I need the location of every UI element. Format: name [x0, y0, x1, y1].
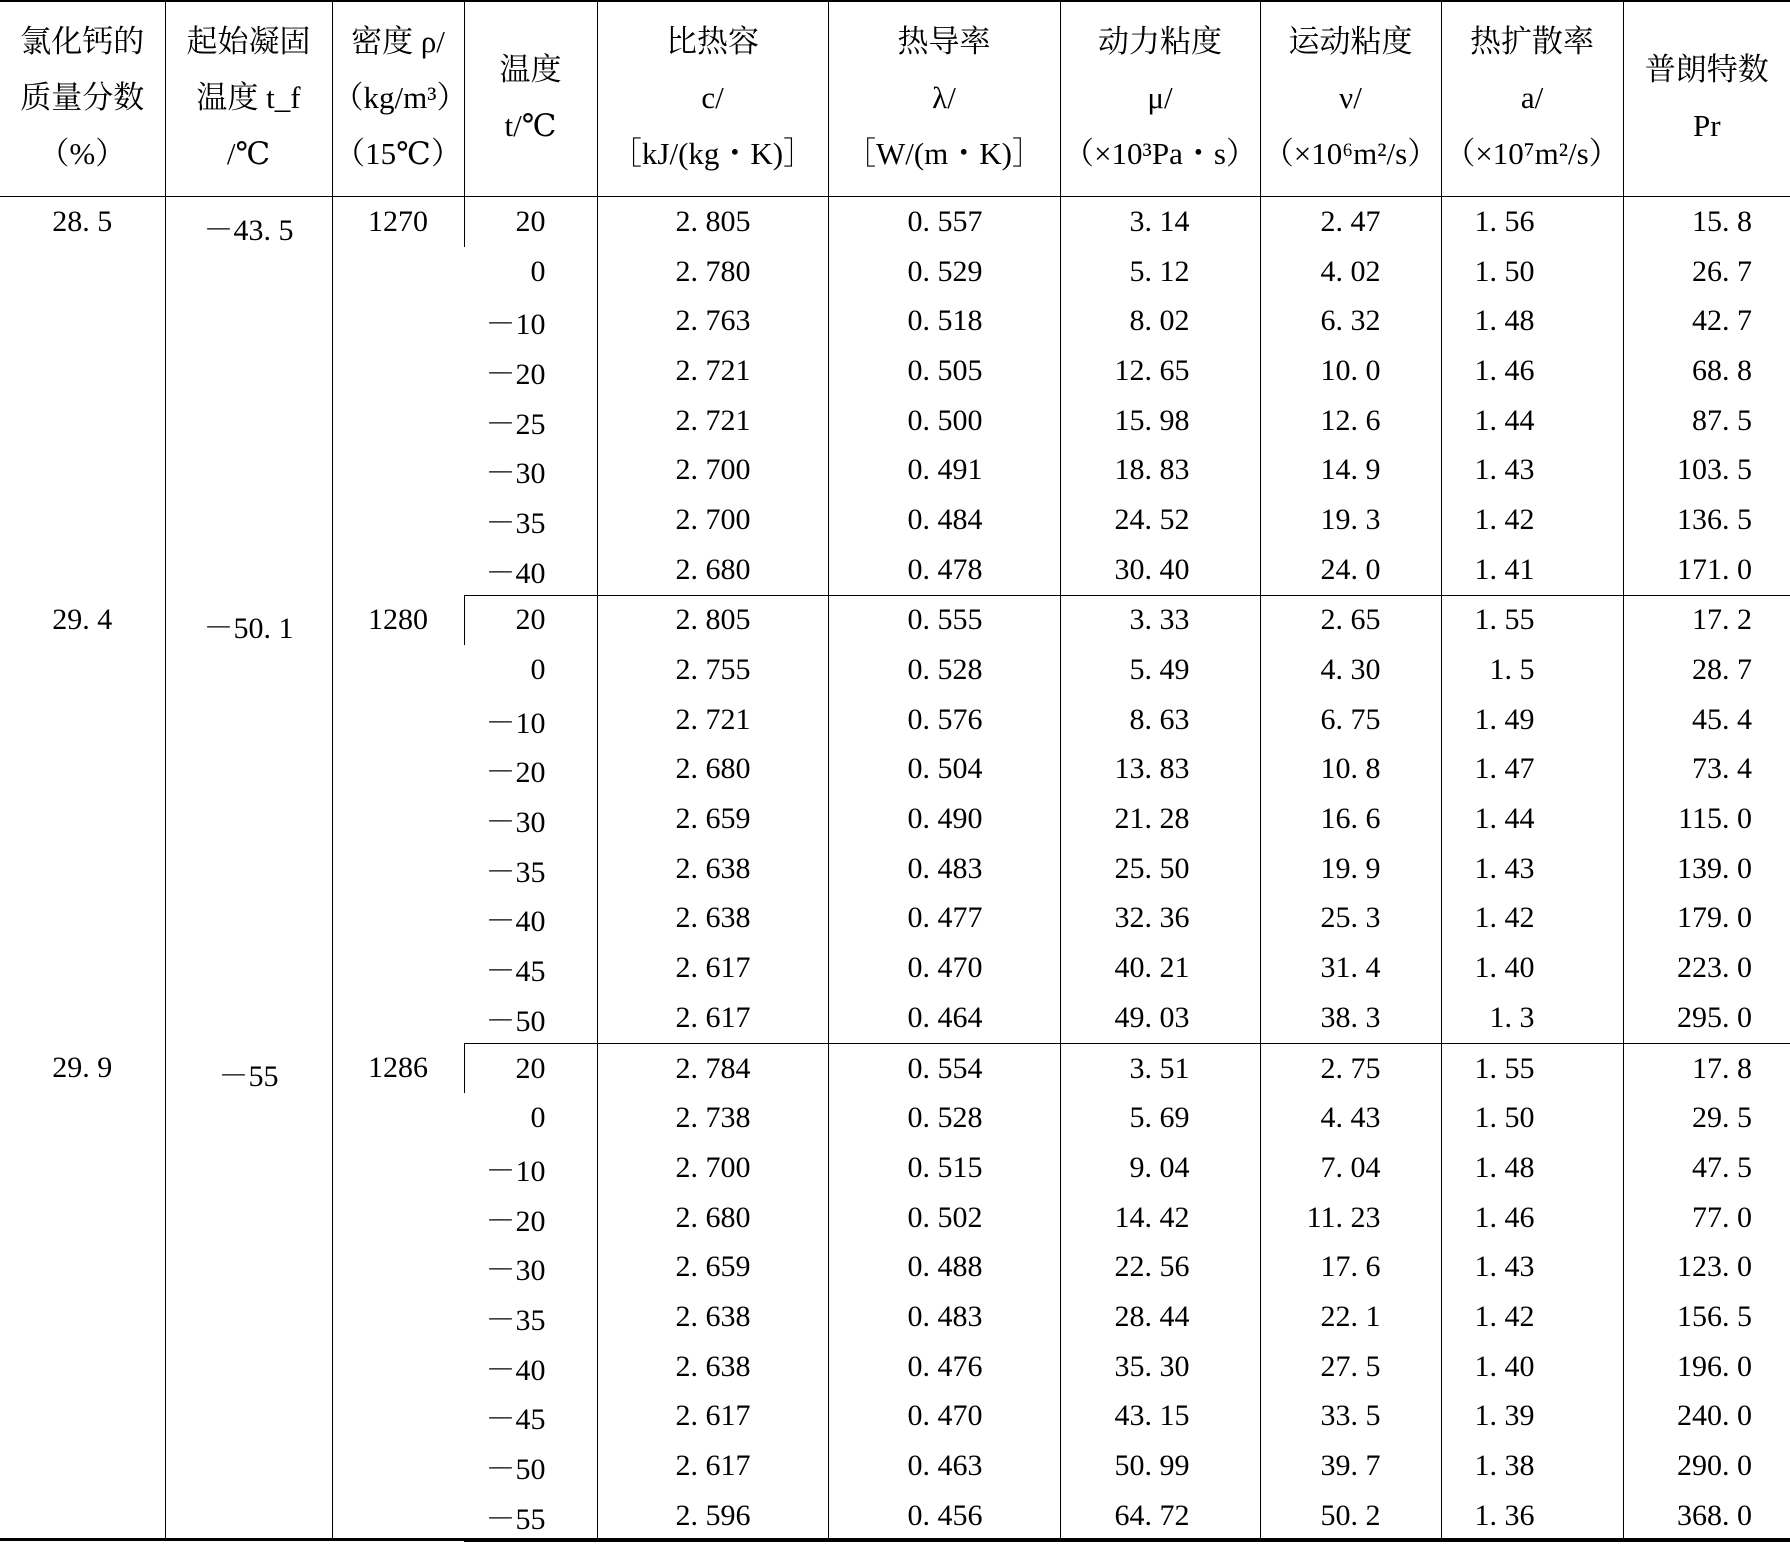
thermal-diffusivity-cell: 1. 5	[1441, 645, 1623, 695]
prandtl-number-cell: 26. 7	[1623, 247, 1790, 297]
thermal-conductivity-cell: 0. 476	[828, 1342, 1060, 1392]
temperature-cell: －20	[485, 1204, 546, 1238]
temperature-cell: 20	[464, 197, 597, 247]
thermal-conductivity-cell: 0. 500	[828, 396, 1060, 446]
thermal-conductivity-cell: 0. 504	[828, 745, 1060, 795]
freezing-temp-cell: －50. 1	[165, 595, 332, 1043]
dynamic-viscosity-cell: 15. 98	[1060, 396, 1260, 446]
specific-heat-cell: 2. 805	[597, 595, 828, 645]
header-specific-heat-line: ［kJ/(kg・K)］	[610, 136, 815, 171]
kinematic-viscosity-cell: 4. 02	[1260, 247, 1441, 297]
specific-heat-cell: 2. 638	[597, 894, 828, 944]
temperature-cell: －10	[485, 308, 546, 342]
dynamic-viscosity-cell: 8. 02	[1060, 296, 1260, 346]
temperature-cell: －20	[485, 357, 546, 391]
dynamic-viscosity-cell: 24. 52	[1060, 495, 1260, 545]
header-specific-heat-line: 比热容	[666, 24, 759, 59]
thermal-diffusivity-cell: 1. 41	[1441, 545, 1623, 595]
temperature-cell: －30	[485, 457, 546, 491]
dynamic-viscosity-cell: 14. 42	[1060, 1193, 1260, 1243]
thermal-diffusivity-cell: 1. 55	[1441, 595, 1623, 645]
thermal-conductivity-cell: 0. 488	[828, 1242, 1060, 1292]
table-body	[0, 197, 1790, 1542]
header-prandtl-number-line: Pr	[1692, 108, 1721, 143]
specific-heat-cell: 2. 721	[597, 346, 828, 396]
header-prandtl-number	[1623, 0, 1790, 197]
prandtl-number-cell: 139. 0	[1623, 844, 1790, 894]
header-temperature	[464, 0, 597, 197]
specific-heat-cell: 2. 780	[597, 247, 828, 297]
thermal-conductivity-cell: 0. 554	[828, 1043, 1060, 1093]
dynamic-viscosity-cell: 13. 83	[1060, 745, 1260, 795]
specific-heat-cell: 2. 680	[597, 545, 828, 595]
header-dynamic-viscosity-line: 动力粘度	[1098, 24, 1222, 59]
dynamic-viscosity-cell: 18. 83	[1060, 445, 1260, 495]
header-specific-heat	[597, 0, 828, 197]
kinematic-viscosity-cell: 12. 6	[1260, 396, 1441, 446]
prandtl-number-cell: 223. 0	[1623, 943, 1790, 993]
temperature-cell: －45	[485, 1403, 546, 1437]
kinematic-viscosity-cell: 11. 23	[1260, 1193, 1441, 1243]
kinematic-viscosity-cell: 4. 30	[1260, 645, 1441, 695]
kinematic-viscosity-cell: 25. 3	[1260, 894, 1441, 944]
temperature-cell: －40	[485, 1353, 546, 1387]
specific-heat-cell: 2. 738	[597, 1093, 828, 1143]
kinematic-viscosity-cell: 50. 2	[1260, 1491, 1441, 1541]
header-kinematic-viscosity-line: （×10⁶m²/s）	[1262, 136, 1439, 171]
thermal-diffusivity-cell: 1. 36	[1441, 1491, 1623, 1541]
header-freezing-temp-line: 温度 t_f	[196, 80, 301, 115]
prandtl-number-cell: 240. 0	[1623, 1392, 1790, 1442]
prandtl-number-cell: 171. 0	[1623, 545, 1790, 595]
thermal-conductivity-cell: 0. 557	[828, 197, 1060, 247]
prandtl-number-cell: 156. 5	[1623, 1292, 1790, 1342]
header-specific-heat-line: c/	[701, 80, 724, 115]
prandtl-number-cell: 295. 0	[1623, 993, 1790, 1043]
prandtl-number-cell: 17. 8	[1623, 1043, 1790, 1093]
specific-heat-cell: 2. 617	[597, 993, 828, 1043]
specific-heat-cell: 2. 763	[597, 296, 828, 346]
dynamic-viscosity-cell: 21. 28	[1060, 794, 1260, 844]
dynamic-viscosity-cell: 30. 40	[1060, 545, 1260, 595]
thermal-conductivity-cell: 0. 464	[828, 993, 1060, 1043]
header-freezing-temp-line: 起始凝固	[186, 24, 311, 59]
dynamic-viscosity-cell: 32. 36	[1060, 894, 1260, 944]
freezing-temp-cell: －55	[165, 1043, 332, 1541]
kinematic-viscosity-cell: 22. 1	[1260, 1292, 1441, 1342]
temperature-cell: －30	[485, 806, 546, 840]
header-thermal-diffusivity-line: a/	[1520, 80, 1544, 115]
temperature-cell: 0	[530, 653, 546, 687]
mass-fraction-cell: 29. 9	[52, 1051, 113, 1085]
dynamic-viscosity-cell: 5. 69	[1060, 1093, 1260, 1143]
header-mass-fraction-line: （%）	[38, 136, 127, 171]
thermal-diffusivity-cell: 1. 48	[1441, 296, 1623, 346]
dynamic-viscosity-cell: 22. 56	[1060, 1242, 1260, 1292]
prandtl-number-cell: 87. 5	[1623, 396, 1790, 446]
kinematic-viscosity-cell: 31. 4	[1260, 943, 1441, 993]
temperature-cell: 0	[530, 254, 546, 288]
dynamic-viscosity-cell: 5. 49	[1060, 645, 1260, 695]
temperature-cell: 20	[464, 595, 597, 645]
dynamic-viscosity-cell: 28. 44	[1060, 1292, 1260, 1342]
thermal-conductivity-cell: 0. 518	[828, 296, 1060, 346]
thermal-conductivity-cell: 0. 529	[828, 247, 1060, 297]
thermal-diffusivity-cell: 1. 46	[1441, 346, 1623, 396]
kinematic-viscosity-cell: 6. 75	[1260, 695, 1441, 745]
dynamic-viscosity-cell: 50. 99	[1060, 1441, 1260, 1491]
thermal-conductivity-cell: 0. 515	[828, 1143, 1060, 1193]
prandtl-number-cell: 73. 4	[1623, 745, 1790, 795]
thermal-conductivity-cell: 0. 505	[828, 346, 1060, 396]
header-dynamic-viscosity-line: μ/	[1147, 80, 1173, 115]
header-thermal-diffusivity-line: （×10⁷m²/s）	[1444, 136, 1620, 171]
thermal-diffusivity-cell: 1. 40	[1441, 1342, 1623, 1392]
specific-heat-cell: 2. 700	[597, 445, 828, 495]
temperature-cell: －45	[485, 955, 546, 989]
thermal-conductivity-cell: 0. 477	[828, 894, 1060, 944]
kinematic-viscosity-cell: 27. 5	[1260, 1342, 1441, 1392]
kinematic-viscosity-cell: 10. 8	[1260, 745, 1441, 795]
table-row	[0, 1043, 1790, 1093]
thermal-diffusivity-cell: 1. 47	[1441, 745, 1623, 795]
thermal-diffusivity-cell: 1. 39	[1441, 1392, 1623, 1442]
kinematic-viscosity-cell: 14. 9	[1260, 445, 1441, 495]
specific-heat-cell: 2. 700	[597, 1143, 828, 1193]
header-density-line: （kg/m³）	[332, 80, 468, 115]
prandtl-number-cell: 103. 5	[1623, 445, 1790, 495]
header-dynamic-viscosity-line: （×10³Pa・s）	[1063, 136, 1257, 171]
kinematic-viscosity-cell: 38. 3	[1260, 993, 1441, 1043]
dynamic-viscosity-cell: 35. 30	[1060, 1342, 1260, 1392]
thermal-conductivity-cell: 0. 528	[828, 645, 1060, 695]
header-temperature-line: t/℃	[504, 108, 557, 143]
header-thermal-conductivity-line: ［W/(m・K)］	[844, 136, 1044, 171]
thermal-diffusivity-cell: 1. 3	[1441, 993, 1623, 1043]
temperature-cell: －50	[464, 993, 597, 1043]
thermal-diffusivity-cell: 1. 38	[1441, 1441, 1623, 1491]
specific-heat-cell: 2. 680	[597, 1193, 828, 1243]
header-thermal-diffusivity	[1441, 0, 1623, 197]
specific-heat-cell: 2. 805	[597, 197, 828, 247]
mass-fraction-cell: 29. 4	[52, 603, 113, 636]
kinematic-viscosity-cell: 17. 6	[1260, 1242, 1441, 1292]
specific-heat-cell: 2. 638	[597, 1342, 828, 1392]
thermal-conductivity-cell: 0. 490	[828, 794, 1060, 844]
header-density-line: 密度 ρ/	[351, 24, 445, 59]
thermal-conductivity-cell: 0. 463	[828, 1441, 1060, 1491]
temperature-cell: －10	[485, 1154, 546, 1188]
freezing-temp-cell: －43. 5	[165, 197, 332, 596]
thermal-diffusivity-cell: 1. 42	[1441, 894, 1623, 944]
header-density	[332, 0, 468, 197]
temperature-cell: －55	[464, 1491, 597, 1541]
thermal-diffusivity-cell: 1. 43	[1441, 844, 1623, 894]
header-thermal-conductivity-line: λ/	[932, 80, 956, 115]
table-row	[0, 197, 1790, 247]
prandtl-number-cell: 29. 5	[1623, 1093, 1790, 1143]
thermal-diffusivity-cell: 1. 43	[1441, 1242, 1623, 1292]
temperature-cell: －40	[464, 545, 597, 595]
thermal-diffusivity-cell: 1. 50	[1441, 247, 1623, 297]
thermal-diffusivity-cell: 1. 42	[1441, 1292, 1623, 1342]
density-cell: 1280	[332, 595, 464, 1043]
kinematic-viscosity-cell: 19. 3	[1260, 495, 1441, 545]
thermal-diffusivity-cell: 1. 48	[1441, 1143, 1623, 1193]
specific-heat-cell: 2. 638	[597, 1292, 828, 1342]
thermal-conductivity-cell: 0. 491	[828, 445, 1060, 495]
specific-heat-cell: 2. 617	[597, 1392, 828, 1442]
kinematic-viscosity-cell: 19. 9	[1260, 844, 1441, 894]
header-density-line: （15℃）	[334, 136, 462, 171]
temperature-cell: －35	[485, 855, 546, 889]
header-mass-fraction-line: 氯化钙的	[20, 24, 145, 59]
thermal-conductivity-cell: 0. 555	[828, 595, 1060, 645]
prandtl-number-cell: 123. 0	[1623, 1242, 1790, 1292]
thermal-conductivity-cell: 0. 470	[828, 1392, 1060, 1442]
thermal-diffusivity-cell: 1. 42	[1441, 495, 1623, 545]
temperature-cell: －40	[485, 905, 546, 939]
temperature-cell: －10	[485, 706, 546, 740]
dynamic-viscosity-cell: 64. 72	[1060, 1491, 1260, 1541]
header-prandtl-number-line: 普朗特数	[1644, 52, 1769, 87]
header-dynamic-viscosity	[1060, 0, 1260, 197]
kinematic-viscosity-cell: 10. 0	[1260, 346, 1441, 396]
specific-heat-cell: 2. 659	[597, 794, 828, 844]
dynamic-viscosity-cell: 8. 63	[1060, 695, 1260, 745]
thermal-conductivity-cell: 0. 456	[828, 1491, 1060, 1541]
temperature-cell: －20	[485, 756, 546, 790]
prandtl-number-cell: 77. 0	[1623, 1193, 1790, 1243]
dynamic-viscosity-cell: 9. 04	[1060, 1143, 1260, 1193]
temperature-cell: －30	[485, 1254, 546, 1288]
header-thermal-conductivity-line: 热导率	[897, 24, 991, 59]
thermal-diffusivity-cell: 1. 49	[1441, 695, 1623, 745]
kinematic-viscosity-cell: 39. 7	[1260, 1441, 1441, 1491]
thermal-conductivity-cell: 0. 470	[828, 943, 1060, 993]
density-cell: 1270	[332, 197, 464, 596]
specific-heat-cell: 2. 755	[597, 645, 828, 695]
specific-heat-cell: 2. 617	[597, 943, 828, 993]
dynamic-viscosity-cell: 3. 51	[1060, 1043, 1260, 1093]
prandtl-number-cell: 136. 5	[1623, 495, 1790, 545]
prandtl-number-cell: 15. 8	[1623, 197, 1790, 247]
header-row	[0, 0, 1790, 197]
prandtl-number-cell: 368. 0	[1623, 1491, 1790, 1541]
prandtl-number-cell: 17. 2	[1623, 595, 1790, 645]
specific-heat-cell: 2. 784	[597, 1043, 828, 1093]
header-temperature-line: 温度	[499, 52, 562, 87]
kinematic-viscosity-cell: 33. 5	[1260, 1392, 1441, 1442]
specific-heat-cell: 2. 638	[597, 844, 828, 894]
kinematic-viscosity-cell: 4. 43	[1260, 1093, 1441, 1143]
dynamic-viscosity-cell: 43. 15	[1060, 1392, 1260, 1442]
prandtl-number-cell: 290. 0	[1623, 1441, 1790, 1491]
temperature-cell: －35	[485, 1303, 546, 1337]
header-mass-fraction-line: 质量分数	[20, 80, 145, 115]
temperature-cell: －25	[485, 407, 546, 441]
specific-heat-cell: 2. 596	[597, 1491, 828, 1541]
prandtl-number-cell: 196. 0	[1623, 1342, 1790, 1392]
prandtl-number-cell: 28. 7	[1623, 645, 1790, 695]
header-mass-fraction	[0, 0, 165, 197]
prandtl-number-cell: 45. 4	[1623, 695, 1790, 745]
thermal-diffusivity-cell: 1. 56	[1441, 197, 1623, 247]
thermal-diffusivity-cell: 1. 40	[1441, 943, 1623, 993]
mass-fraction-cell: 28. 5	[52, 205, 113, 238]
dynamic-viscosity-cell: 3. 14	[1060, 197, 1260, 247]
specific-heat-cell: 2. 700	[597, 495, 828, 545]
kinematic-viscosity-cell: 16. 6	[1260, 794, 1441, 844]
kinematic-viscosity-cell: 2. 47	[1260, 197, 1441, 247]
thermal-diffusivity-cell: 1. 43	[1441, 445, 1623, 495]
kinematic-viscosity-cell: 7. 04	[1260, 1143, 1441, 1193]
temperature-cell: －35	[485, 506, 546, 540]
thermal-conductivity-cell: 0. 483	[828, 844, 1060, 894]
density-cell: 1286	[332, 1043, 464, 1541]
thermal-diffusivity-cell: 1. 46	[1441, 1193, 1623, 1243]
specific-heat-cell: 2. 617	[597, 1441, 828, 1491]
thermal-conductivity-cell: 0. 576	[828, 695, 1060, 745]
thermal-conductivity-cell: 0. 483	[828, 1292, 1060, 1342]
kinematic-viscosity-cell: 6. 32	[1260, 296, 1441, 346]
prandtl-number-cell: 68. 8	[1623, 346, 1790, 396]
dynamic-viscosity-cell: 40. 21	[1060, 943, 1260, 993]
specific-heat-cell: 2. 721	[597, 396, 828, 446]
thermal-conductivity-cell: 0. 502	[828, 1193, 1060, 1243]
thermal-conductivity-cell: 0. 484	[828, 495, 1060, 545]
table-bottom-rule	[0, 1538, 1790, 1541]
header-kinematic-viscosity	[1260, 0, 1441, 197]
temperature-cell: 20	[464, 1043, 597, 1093]
prandtl-number-cell: 115. 0	[1623, 794, 1790, 844]
kinematic-viscosity-cell: 2. 65	[1260, 595, 1441, 645]
thermal-diffusivity-cell: 1. 55	[1441, 1043, 1623, 1093]
header-freezing-temp-line: /℃	[226, 136, 271, 171]
specific-heat-cell: 2. 659	[597, 1242, 828, 1292]
table-row	[0, 595, 1790, 645]
dynamic-viscosity-cell: 5. 12	[1060, 247, 1260, 297]
thermal-diffusivity-cell: 1. 44	[1441, 396, 1623, 446]
temperature-cell: 0	[530, 1101, 546, 1135]
thermal-conductivity-cell: 0. 478	[828, 545, 1060, 595]
prandtl-number-cell: 47. 5	[1623, 1143, 1790, 1193]
kinematic-viscosity-cell: 24. 0	[1260, 545, 1441, 595]
dynamic-viscosity-cell: 25. 50	[1060, 844, 1260, 894]
dynamic-viscosity-cell: 12. 65	[1060, 346, 1260, 396]
temperature-cell: －50	[485, 1453, 546, 1487]
thermal-diffusivity-cell: 1. 50	[1441, 1093, 1623, 1143]
thermal-diffusivity-cell: 1. 44	[1441, 794, 1623, 844]
dynamic-viscosity-cell: 49. 03	[1060, 993, 1260, 1043]
header-freezing-temp	[165, 0, 332, 197]
specific-heat-cell: 2. 721	[597, 695, 828, 745]
header-thermal-conductivity	[828, 0, 1060, 197]
prandtl-number-cell: 42. 7	[1623, 296, 1790, 346]
header-kinematic-viscosity-line: ν/	[1339, 80, 1362, 115]
kinematic-viscosity-cell: 2. 75	[1260, 1043, 1441, 1093]
prandtl-number-cell: 179. 0	[1623, 894, 1790, 944]
header-thermal-diffusivity-line: 热扩散率	[1470, 24, 1594, 59]
dynamic-viscosity-cell: 3. 33	[1060, 595, 1260, 645]
specific-heat-cell: 2. 680	[597, 745, 828, 795]
thermal-conductivity-cell: 0. 528	[828, 1093, 1060, 1143]
header-kinematic-viscosity-line: 运动粘度	[1288, 24, 1413, 59]
